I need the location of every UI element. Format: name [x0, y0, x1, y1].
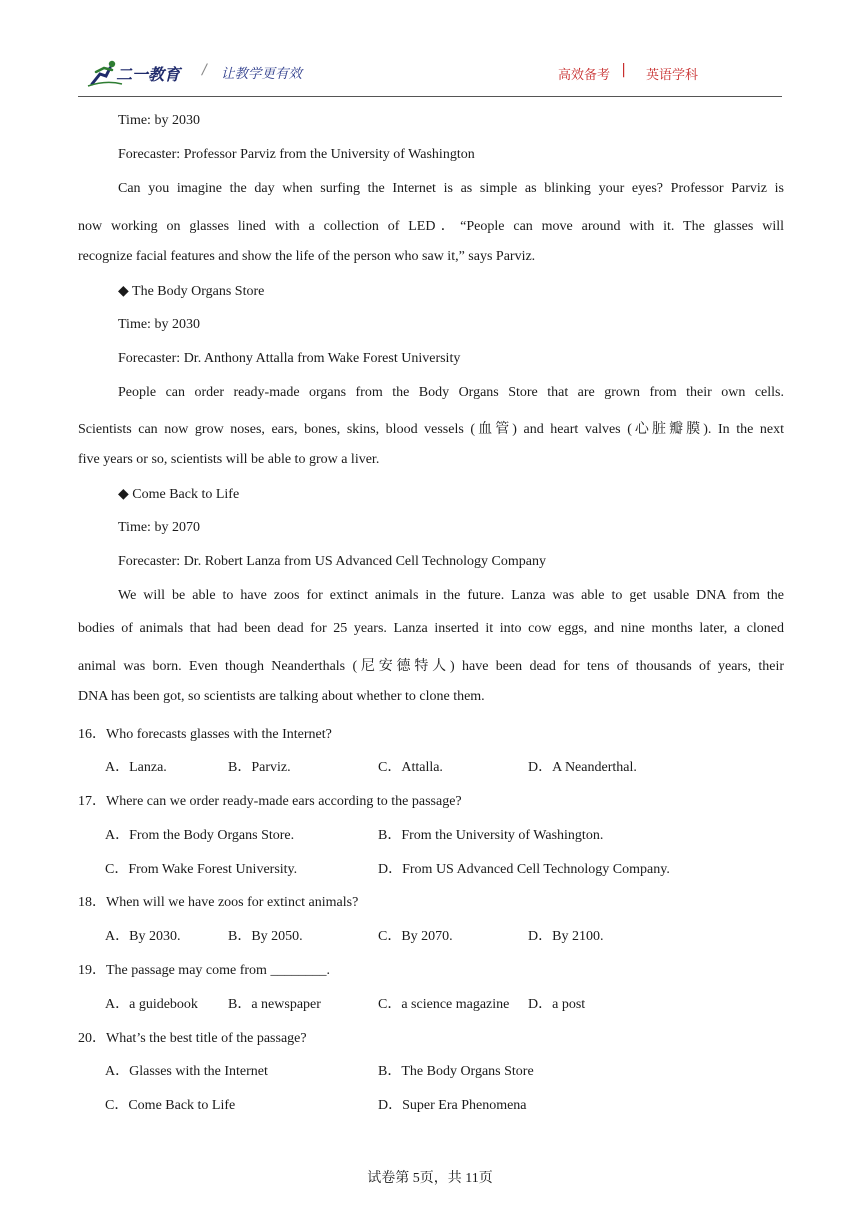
forecaster-line: Forecaster: Dr. Anthony Attalla from Wake Forest University [118, 351, 461, 366]
paragraph-line: five years or so, scientists will be able to grow a liver. [78, 452, 380, 467]
option-a[interactable]: A．From the Body Organs Store. [105, 828, 295, 843]
paragraph-line: bodies of animals that had been dead for 25 years. Lanza inserted it into cow eggs, and nine months later, a cloned [78, 621, 784, 636]
option-b[interactable]: B．Parviz. [228, 760, 291, 775]
paragraph-line: Can you imagine the day when surfing the Internet is as simple as blinking your eyes? Professor Parviz is [118, 181, 784, 196]
brand-name: 二一教育 [116, 65, 181, 84]
paragraph-line: recognize facial features and show the life of the person who saw it,” says Parviz. [78, 249, 536, 264]
question-stem: 19．The passage may come from ________. [78, 963, 330, 978]
option-c[interactable]: C．By 2070. [378, 929, 453, 944]
forecaster-line: Forecaster: Dr. Robert Lanza from US Advanced Cell Technology Company [118, 554, 546, 569]
header-slash: / [202, 62, 207, 78]
header-tag-subject: 英语学科 [645, 68, 698, 83]
question-stem: 20．What’s the best title of the passage? [78, 1031, 307, 1046]
option-c[interactable]: C．a science magazine [378, 997, 510, 1012]
option-c[interactable]: C．From Wake Forest University. [105, 862, 298, 877]
page-footer: 试卷第 5页，共 11页 [367, 1171, 493, 1186]
option-b[interactable]: B．a newspaper [228, 997, 321, 1012]
time-line: Time: by 2030 [118, 317, 200, 332]
question-stem: 18．When will we have zoos for extinct animals? [78, 895, 359, 910]
brand-slogan: 让教学更有效 [221, 66, 302, 82]
section-title: ◆ The Body Organs Store [118, 284, 265, 299]
option-a[interactable]: A．By 2030. [105, 929, 181, 944]
option-d[interactable]: D．From US Advanced Cell Technology Company. [378, 862, 670, 877]
option-d[interactable]: D．a post [528, 997, 586, 1012]
option-b[interactable]: B．From the University of Washington. [378, 828, 604, 843]
header-tag-efficient: 高效备考 [557, 68, 610, 83]
option-d[interactable]: D．By 2100. [528, 929, 604, 944]
option-b[interactable]: B．The Body Organs Store [378, 1064, 534, 1079]
option-a[interactable]: A．Glasses with the Internet [105, 1064, 268, 1079]
option-c[interactable]: C．Attalla. [378, 760, 443, 775]
paragraph-line: now working on glasses lined with a collection of LED．“People can move around with it. The glasses will [78, 219, 784, 234]
page-header [78, 52, 782, 97]
paragraph-line: We will be able to have zoos for extinct animals in the future. Lanza was able to get usable DNA from the [118, 588, 784, 603]
option-d[interactable]: D．A Neanderthal. [528, 760, 637, 775]
option-b[interactable]: B．By 2050. [228, 929, 303, 944]
time-line: Time: by 2070 [118, 520, 200, 535]
section-title: ◆ Come Back to Life [118, 487, 240, 502]
question-stem: 17．Where can we order ready-made ears according to the passage? [78, 794, 462, 809]
paragraph-line: Scientists can now grow noses, ears, bones, skins, blood vessels (血管) and heart valves (心脏瓣膜). In the next [78, 422, 784, 437]
question-stem: 16．Who forecasts glasses with the Internet? [78, 727, 332, 742]
header-separator: | [621, 62, 626, 78]
option-d[interactable]: D．Super Era Phenomena [378, 1098, 527, 1113]
option-a[interactable]: A．Lanza. [105, 760, 167, 775]
option-a[interactable]: A．a guidebook [105, 997, 198, 1012]
forecaster-line: Forecaster: Professor Parviz from the University of Washington [118, 147, 475, 162]
paragraph-line: animal was born. Even though Neanderthals (尼安德特人) have been dead for tens of thousands of years, their [78, 659, 784, 674]
time-line: Time: by 2030 [118, 113, 200, 128]
paragraph-line: DNA has been got, so scientists are talking about whether to clone them. [78, 689, 485, 704]
option-c[interactable]: C．Come Back to Life [105, 1098, 236, 1113]
paragraph-line: People can order ready-made organs from the Body Organs Store that are grown from their own cells. [118, 385, 784, 400]
